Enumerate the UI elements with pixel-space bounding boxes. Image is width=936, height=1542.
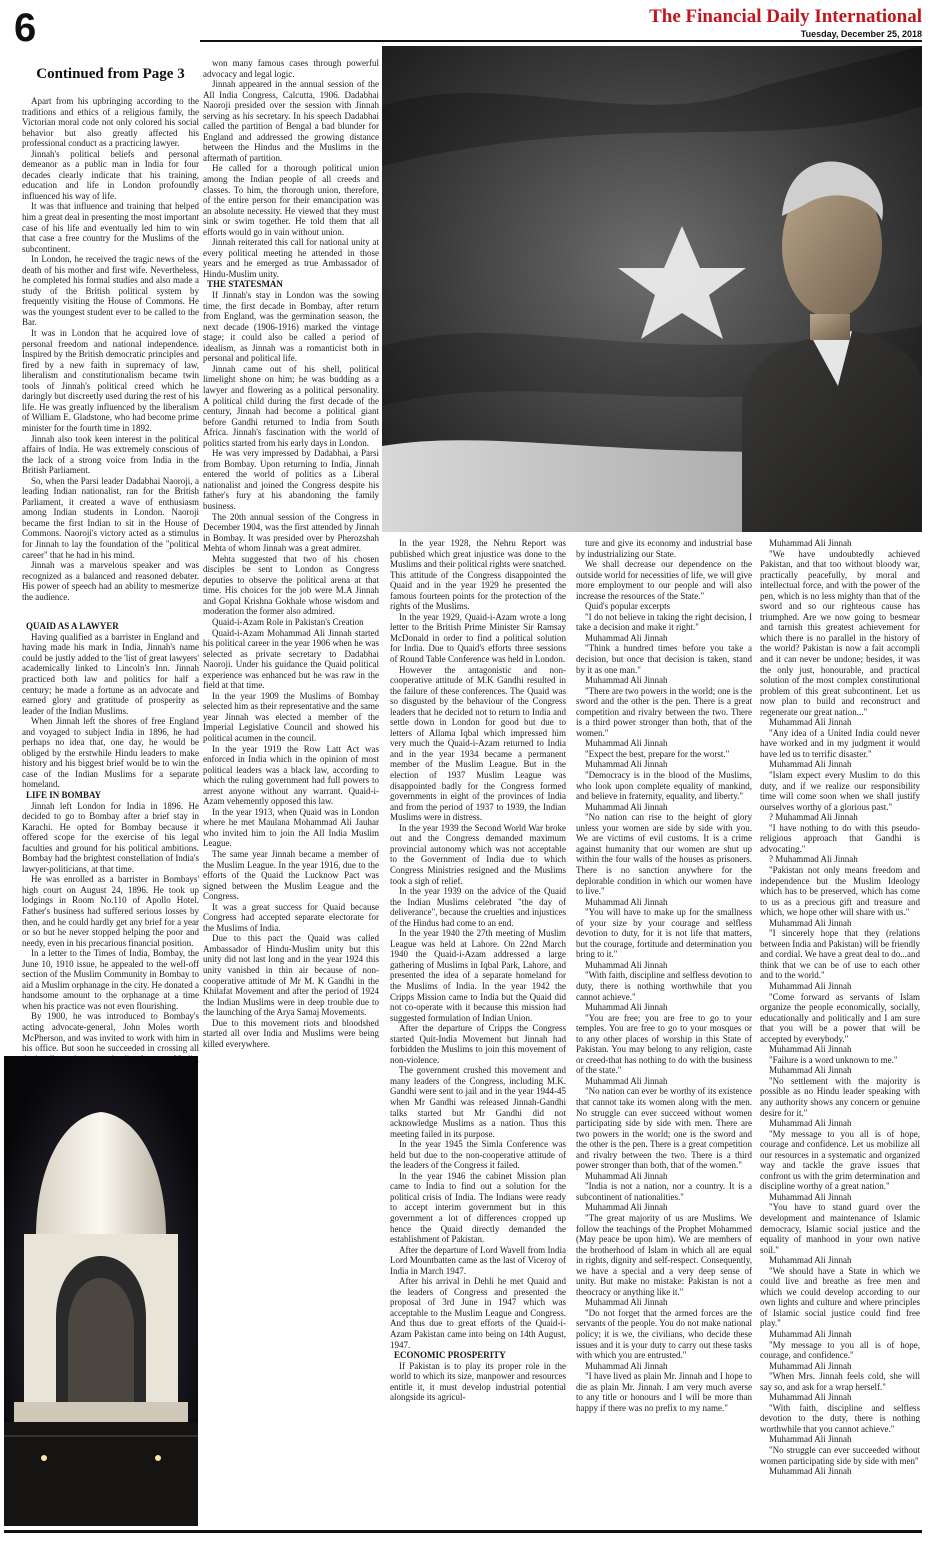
paragraph: Jinnah also took keen interest in the political affairs of India. He was extremely conscious of the lack of a strong voice from India in the British Parliament. <box>22 433 199 476</box>
paragraph: "No settlement with the majority is possible as no Hindu leader speaking with any authority shows any concern or genuine desire for it." <box>760 1075 920 1118</box>
paragraph: "My message to you all is of hope, courage, and confidence." <box>760 1339 920 1361</box>
article-column-1 <box>22 96 199 1054</box>
paragraph: After his arrival in Dehli he met Quaid and the leaders of Congress and presented the proposal of 3rd June in 1947 which was acceptable to the Muslim League and Congress. And thus due to great efforts of the Quaid-i-Azam Pakistan came into being on 14th August, 1947. <box>390 1276 566 1350</box>
paragraph: "I have lived as plain Mr. Jinnah and I hope to die as plain Mr. Jinnah. I am very much averse to any title or honours and I will be more than happy if there was no prefix to my name." <box>576 1371 752 1413</box>
paragraph: "There are two powers in the world; one is the sword and the other is the pen. There is a great competition and rivalry between the two. There is a third power stronger than both, that of the women." <box>576 685 752 738</box>
paragraph: In London, he received the tragic news of the death of his mother and first wife. Nevertheless, he completed his formal studies and also made a study of the British political system by frequently visiting the House of Commons. He was the youngest student ever to be called to the Bar. <box>22 254 199 328</box>
paragraph: "We have undoubtedly achieved Pakistan, and that too without bloody war, practically peacefully, by moral and intellectual force, and with the power of the pen, which is no less mighty than that of the sword and so our righteous cause has triumphed. Are we now going to besmear and tarnish this greatest achievement for which there is no parallel in the history of the world? Pakistan is now a fait accompli and it can never be undone; besides, it was the only just, honourable, and practical solution of the most complex constitutional problem of this great subcontinent. Let us now plan to build and reconstruct and regenerate our great nation..." <box>760 548 920 717</box>
header-rule <box>200 40 922 42</box>
paragraph: "My message to you all is of hope, courage and confidence. Let us mobilize all our resources in a systematic and organized way and tackle the grave issues that confront us with the grim determination and discipline worthy of a great nation." <box>760 1128 920 1192</box>
paragraph: In the year 1929, Quaid-i-Azam wrote a long letter to the British Prime Minister Sir Ramsay McDonald in order to find a political solution for India. Due to Quaid's efforts three sessions of Round Table Conference was held in London. <box>390 611 566 665</box>
paragraph: Muhammad Ali Jinnah <box>585 801 668 812</box>
paragraph: Muhammad Ali Jinnah <box>585 1202 668 1213</box>
paragraph: "Democracy is in the blood of the Muslims, who look upon complete equality of mankind, and believe in fraternity, equality, and liberty." <box>576 770 752 802</box>
paragraph: The government crushed this movement and many leaders of the Congress, including M.K. Gandhi were sent to jail and in the year 1944-45 when Mr Gandhi was released Jinnah-Gandhi talks started but Mr Gandhi did not acknowledge Muslims as a nation. Thus this meeting failed in its purpose. <box>390 1065 566 1139</box>
paragraph: Apart from his upbringing according to the traditions and ethics of a religious family, the Victorian moral code not only colored his social behavior but also greatly affected his professional conduct as a practicing lawyer. <box>22 96 199 149</box>
paragraph: "India is not a nation, nor a country. It is a subcontinent of nationalities." <box>576 1181 752 1202</box>
paragraph: Muhammad Ali Jinnah <box>769 1065 852 1076</box>
article-column-4 <box>576 538 752 1520</box>
column-5-quotes <box>760 538 920 1477</box>
paragraph: After the departure of Cripps the Congress started Quit-India Movement but Jinnah had forbidden the Muslims to join this movement of non-violence. <box>390 1023 566 1065</box>
paragraph: Jinnah came out of his shell, political limelight shone on him; he was budding as a lawyer and flowering as a political personality. A political child during the first decade of the century, Jinnah had become a political giant before Gandhi returned to India from South Africa. Jinnah's fascination with the world of politics started from his early days in London. <box>203 363 379 448</box>
paragraph: He was enrolled as a barrister in Bombays' high court on August 24, 1896. He took up lodgings in Room No.110 of Apollo Hotel. Father's business had suffered serious losses by then, and he could hardly get any brief for a year or so but he never stopped helping the poor and needy, even in his precarious financial position. <box>22 874 199 948</box>
subheading-life-in-bombay: LIFE IN BOMBAY <box>26 790 102 800</box>
paragraph: Muhammad Ali Jinnah <box>769 980 852 991</box>
subheading-economic-prosperity: ECONOMIC PROSPERITY <box>394 1350 506 1361</box>
newspaper-title: The Financial Daily International <box>649 6 922 27</box>
column-2-paragraphs <box>203 58 379 279</box>
continued-heading: Continued from Page 3 <box>36 66 185 82</box>
paragraph: Jinnah reiterated this call for national unity at every political meeting he attended in those years and he emerged as true Ambassador of Hindu-Muslim unity. <box>203 237 379 279</box>
paragraph: "You are free; you are free to go to your temples. You are free to go to your mosques or to any other places of worship in this State of Pakistan. You may belong to any religion, caste or creed-that has nothing to do with the business of the state." <box>576 1012 752 1076</box>
paragraph: Muhammad Ali Jinnah <box>585 632 668 643</box>
paragraph: "We should have a State in which we could live and breathe as free men and which we could develop according to our own lights and culture and where principles of Islamic social justice could find free play." <box>760 1265 920 1329</box>
paragraph: Muhammad Ali Jinnah <box>769 1392 852 1403</box>
paragraph: Quaid-i-Azam Mohammad Ali Jinnah started his political career in the year 1906 when he was selected as private secretary to Dadabhai Naoroji. Under his guidance the Quaid political experience was enhanced but he was raw in the field at that time. <box>203 627 379 691</box>
paragraph: Muhammad Ali Jinnah <box>585 1075 668 1086</box>
paragraph: Muhammad Ali Jinnah <box>769 1466 852 1477</box>
paragraph: In the year 1928, the Nehru Report was published which great injustice was done to the Muslims and their political rights were snatched. This attitude of the Congress disappointed the Quaid and in the year 1929 he presented the famous fourteen points for the protection of the rights of the Muslims. <box>390 538 566 612</box>
subheading-the-statesman: THE STATESMAN <box>207 279 283 290</box>
paragraph: If Pakistan is to play its proper role in the world to which its size, manpower and resources entitle it, it must develop industrial potential alongside its agricul- <box>390 1360 566 1403</box>
paragraph: Jinnah left London for India in 1896. He decided to go to Bombay after a brief stay in Karachi. He opted for Bombay because it offered scope for the exercise of his legal faculties and ground for his political ambitions. Bombay had the brightest constellation of India's lawyer-politicians, at that time. <box>22 800 199 874</box>
portrait-with-flag-photo <box>382 46 922 532</box>
paragraph: ? Muhammad Ali Jinnah <box>769 854 858 865</box>
paragraph: Muhammad Ali Jinnah <box>769 717 852 728</box>
flag-portrait-illustration <box>382 46 922 532</box>
paragraph: Muhammad Ali Jinnah <box>585 759 668 770</box>
paragraph: Muhammad Ali Jinnah <box>585 896 668 907</box>
paragraph: "When Mrs. Jinnah feels cold, she will say so, and ask for a wrap herself." <box>760 1371 920 1392</box>
paragraph: Quaid-i-Azam Role in Pakistan's Creation <box>212 616 364 627</box>
paragraph: "No struggle can ever succeeded without women participating side by side with men" <box>760 1445 920 1466</box>
paragraph: So, when the Parsi leader Dadabhai Naoroji, a leading Indian nationalist, ran for the British Parliament, it created a wave of enthusiasm among Indian students in London. Naoroji became the first Indian to sit in the House of Commons. Naoroji's victory acted as a stimulus for Jinnah to lay the foundation of the "political career" that he had in his mind. <box>22 475 199 560</box>
paragraph: In the year 1945 the Simla Conference was held but due to the non-cooperative attitude of the leaders of the Congress it failed. <box>390 1139 566 1171</box>
paragraph: "Pakistan not only means freedom and independence but the Muslim Ideology which has to be preserved, which has come to us as a precious gift and treasure and which, we hope other will share with us." <box>760 864 920 918</box>
paragraph: After the departure of Lord Wavell from India Lord Mountbatten came as the last of Viceroy of India in March 1947. <box>390 1244 566 1276</box>
article-column-2 <box>203 58 379 1520</box>
paragraph: Having qualified as a barrister in England and having made his mark in India, Jinnah's name could be justly added to the 'list of great lawyers' academically linked to Lincoln's Inn. Jinnah practiced both law and politics for half a century; he made a fortune as an advocate and earned glory and gratitude of prosperity as leader of the Indian Muslims. <box>22 631 199 716</box>
paragraph: "Think a hundred times before you take a decision, but once that decision is taken, stand by it as one man." <box>576 643 752 675</box>
paragraph: Muhammad Ali Jinnah <box>585 1360 668 1371</box>
paragraph: Muhammad Ali Jinnah <box>585 1297 668 1308</box>
paragraph: In the year 1940 the 27th meeting of Muslim League was held at Lahore. On 22nd March 1940 the Quaid-i-Azam addressed a large gathering of Muslims in Iqbal Park, Lahore, and presented the idea of a separate homeland for the Muslims of India. In the year 1942 the Cripps Mission came to India but the Quaid did not co-operate with it because this mission had suggested formulation of Indian Union. <box>390 928 566 1023</box>
column-1-paragraphs <box>22 96 199 602</box>
paragraph: Muhammad Ali Jinnah <box>585 959 668 970</box>
paragraph: However the antagonistic and non-cooperative attitude of M.K Gandhi resulted in the failure of these conferences. The Quaid was so disgusted by the behaviour of the Congress leaders that he decided not to return to India and settle down in London for good but due to letters of Allama Iqbal which impressed him very much the Quaid-i-Azam returned to India and in the year 1934 became a permanent member of the Muslim League. But in the election of 1937 Muslim League was disappointed badly for the Congress formed governments in eight of the provinces of India and from the period of 1937 to 1939, the Indian Muslims were in distress. <box>390 664 566 823</box>
paragraph: We shall decrease our dependence on the outside world for necessities of life, we will give more employment to our people and will also increase the resources of the State." <box>576 559 752 601</box>
article-column-3 <box>390 538 566 1520</box>
paragraph: He called for a thorough political union among the Indian people of all creeds and classes. To him, the thorough union, therefore, of the entire person for their emancipation was an absolute necessity. He viewed that they must sink or swim together. He told them that all efforts would go in vain without union. <box>203 163 379 237</box>
paragraph: "Islam expect every Muslim to do this duty, and if we realize our responsibility time will come soon when we shall justify ourselves worthy of a glorious past." <box>760 770 920 812</box>
paragraph: "No nation can rise to the height of glory unless your women are side by side with you. We are victims of evil customs. It is a crime against humanity that our women are shut up within the four walls of the houses as prisoners. There is no sanction anywhere for the deplorable condition in which our women have to live." <box>576 812 752 897</box>
paragraph: In a letter to the Times of India, Bombay, the June 10, 1910 issue, he appealed to the well-off section of the Muslim Community in Bombay to aid a Muslim orphanage in the city. He donated a handsome amount to the orphanage at a time when his practice was not even flourishing. <box>22 948 199 1011</box>
paragraph: Muhammad Ali Jinnah <box>769 1044 852 1055</box>
paragraph: "Failure is a word unknown to me." <box>769 1054 898 1065</box>
paragraph: In the year 1913, when Quaid was in London where he met Maulana Mohammad Ali Jauhar who invited him to join the All India Muslim League. <box>203 806 379 849</box>
footer-rule <box>4 1530 922 1533</box>
paragraph: "I have nothing to do with this pseudo-religious approach that Gandhi is advocating." <box>760 822 920 854</box>
paragraph: "With faith, discipline and selfless devotion to duty, there is nothing worthwhile that you cannot achieve." <box>576 970 752 1002</box>
paragraph: In the year 1939 the Second World War broke out and the Congress demanded maximum provincial autonomy which was not acceptable to the Government of India due to which Congress Ministries resigned and the Muslims took a sigh of relief. <box>390 822 566 886</box>
paragraph: Muhammad Ali Jinnah <box>769 538 852 548</box>
paragraph: "I sincerely hope that they (relations between India and Pakistan) will be friendly and cordial. We have a great deal to do...and think that we can be of use to each other and to the world." <box>760 928 920 981</box>
subheading-quaid-as-lawyer: QUAID AS A LAWYER <box>26 621 119 632</box>
paragraph: Muhammad Ali Jinnah <box>585 738 668 749</box>
paragraph: Muhammad Ali Jinnah <box>769 1434 852 1445</box>
paragraph: In the year 1939 on the advice of the Quaid the Indian Muslims celebrated "the day of deliverance", because the cruelties and injustices of the Hindus had come to an end. <box>390 886 566 928</box>
paragraph: Muhammad Ali Jinnah <box>769 759 852 770</box>
paragraph: Muhammad Ali Jinnah <box>769 917 852 928</box>
paragraph: When Jinnah left the shores of free England and voyaged to subject India in 1896, he had perhaps no idea that, one day, he would be obliged by the erstwhile Hindu leaders to make history and his biggest brief would be to win the case of the Indian Muslims for a separate homeland. <box>22 716 199 790</box>
paragraph: "Expect the best, prepare for the worst." <box>585 748 730 759</box>
paragraph: "Any idea of a United India could never have worked and in my judgment it would have led us to terrific disaster." <box>760 727 920 759</box>
paragraph: ture and give its economy and industrial base by industrializing our State. <box>576 538 752 559</box>
paragraph: "Do not forget that the armed forces are the servants of the people. You do not make national policy; it is we, the civilians, who decide these issues and it is your duty to carry out these tasks with which you are entrusted." <box>576 1307 752 1361</box>
paragraph: ? Muhammad Ali Jinnah <box>769 812 858 823</box>
paragraph: Jinnah was a marvelous speaker and was recognized as a balanced and reasoned debater. His power of speech had an ability to mesmerize the audience. <box>22 560 199 602</box>
paragraph: Muhammad Ali Jinnah <box>769 1329 852 1340</box>
mausoleum-night-photo <box>4 1056 198 1526</box>
column-1-bombay-paragraphs <box>22 801 199 1075</box>
paragraph: won many famous cases through powerful advocacy and legal logic. <box>203 58 379 79</box>
paragraph: He was very impressed by Dadabhai, a Parsi from Bombay. Upon returning to India, Jinnah entered the world of politics as a Liberal nationalist and joined the Congress despite his father's fury at his abandoning the family business. <box>203 448 379 511</box>
paragraph: It was a great success for Quaid because Congress had accepted separate electorate for the Muslims of India. <box>203 901 379 933</box>
paragraph: "With faith, discipline and selfless devotion to the duty, there is nothing worthwhile that you cannot achieve." <box>760 1402 920 1434</box>
paragraph: Mehta suggested that two of his chosen disciples be sent to London as Congress deputies to observe the political arena at that time. His choices for the job were M.A Jinnah and Gopal Krishna Gokhale whose wisdom and moderation the former also admired. <box>203 553 379 617</box>
paragraph: "The great majority of us are Muslims. We follow the teachings of the Prophet Mohammed (May peace be upon him). We are members of the brotherhood of Islam in which all are equal in rights, dignity and self-respect. Consequently, we have a special and a very deep sense of unity. But make no mistake: Pakistan is not a theocracy or anything like it." <box>576 1213 752 1297</box>
paragraph: Due to this movement riots and bloodshed started all over India and Muslims were being killed everywhere. <box>203 1017 379 1049</box>
issue-date: Tuesday, December 25, 2018 <box>800 29 922 39</box>
paragraph: Jinnah appeared in the annual session of the All India Congress, Calcutta, 1906. Dadabhai Naoroji presided over the session with Jinnah serving as his secretary. In his speech Dadabhai called the partition of Bengal a bad blunder for England and addressed the growing distance between the Hindus and the Muslims in the aftermath of partition. <box>203 79 379 163</box>
paragraph: The same year Jinnah became a member of the Muslim League. In the year 1916, due to the efforts of the Quaid the Lucknow Pact was signed between the Muslim League and the Congress. <box>203 849 379 902</box>
paragraph: "You will have to make up for the smallness of your size by your courage and selfless devotion to duty, for it is not life that matters, but the courage, fortitude and determination you bring to it." <box>576 907 752 960</box>
column-1-lawyer-paragraphs <box>22 632 199 790</box>
page-number: 6 <box>14 6 37 50</box>
column-3-economic-paragraphs <box>390 1361 566 1403</box>
paragraph: "I do not believe in taking the right decision, I take a decision and make it right." <box>576 611 752 633</box>
paragraph: Due to this pact the Quaid was called Ambassador of Hindu-Muslim unity but this unity did not last long and in the year 1924 this unity vanished in thin air because of non-cooperative attitude of Mr M. K Gandhi in the Khilafat Movement and after the period of 1924 the Indian Muslims were in deep trouble due to the launching of the Arya Samaj Movements. <box>203 933 379 1018</box>
paragraph: "No nation can ever be worthy of its existence that cannot take its women along with the men. No struggle can ever succeed without women participating side by side with men. There are two powers in the world; one is the sword and the other is the pen. There is a great competition and rivalry between the two. There is a third power stronger than both, that of the women." <box>576 1086 752 1171</box>
paragraph: Quid's popular excerpts <box>585 601 671 612</box>
paragraph: It was that influence and training that helped him a great deal in presenting the most important case of his life and eventually led him to win that case a free country for the Muslims of the subcontinent. <box>22 201 199 254</box>
paragraph: Muhammad Ali Jinnah <box>585 1170 668 1181</box>
paragraph: Muhammad Ali Jinnah <box>769 1191 852 1202</box>
paragraph: In the year 1919 the Row Latt Act was enforced in India which in the opinion of most political leaders was a black law, according to which the ruling government had full powers to arrest anyone without any warrant. Quaid-i-Azam vehemently opposed this law. <box>203 743 379 807</box>
column-3-paragraphs <box>390 538 566 1350</box>
article-column-5 <box>760 538 920 1520</box>
paragraph: Muhammad Ali Jinnah <box>769 1118 852 1129</box>
paragraph: Muhammad Ali Jinnah <box>585 1002 668 1013</box>
paragraph: In the year 1946 the cabinet Mission plan came to India to find out a solution for the political crisis of India. The Indians were ready to accept interim government but in this government a lot of differences cropped up hence the Quaid directly demanded the establishment of Pakistan. <box>390 1170 566 1245</box>
paragraph: Muhammad Ali Jinnah <box>769 1255 852 1266</box>
paragraph: Muhammad Ali Jinnah <box>769 1360 852 1371</box>
masthead <box>649 6 922 40</box>
column-4-quotes <box>576 538 752 1413</box>
mausoleum-illustration <box>4 1056 198 1526</box>
paragraph: The 20th annual session of the Congress in December 1904, was the first attended by Jinnah in Bombay. It was presided over by Pherozshah Mehta of whom Jinnah was a great admirer. <box>203 511 379 554</box>
paragraph: "You have to stand guard over the development and maintenance of Islamic democracy, Islamic social justice and the equality of manhood in your own native soil." <box>760 1202 920 1255</box>
paragraph: If Jinnah's stay in London was the sowing time, the first decade in Bombay, after return from England, was the germination season, the next decade (1906-1916) marked the vintage stage; it could also be called a period of idealism, as Jinnah was a romanticist both in personal and political life. <box>203 290 379 364</box>
paragraph: It was in London that he acquired love of personal freedom and national independence. Inspired by the British democratic principles and fired by a new faith in supremacy of law, liberalism and constitutionalism became twin tools of Jinnah's political creed which he daringly but discreetly used during the rest of his life. He was greatly influenced by the liberalism of William E. Gladstone, who had become prime minister for the fourth time in 1892. <box>22 328 199 433</box>
paragraph: By 1900, he was introduced to Bombay's acting advocate-general, John Moles worth McPherson, and was invited to work with him in his office. But soon he succeeded in crossing all <box>22 1011 199 1054</box>
paragraph: Jinnah's political beliefs and personal demeanor as a public man in India for four decades clearly indicate that his training, education and life in London profoundly influenced his way of life. <box>22 148 199 201</box>
paragraph: In the year 1909 the Muslims of Bombay selected him as their representative and the same year Jinnah was elected a member of the Imperial Legislative Council and showed his political acumen in the council. <box>203 690 379 743</box>
paragraph: "Come forward as servants of Islam organize the people economically, socially, educationally and politically and I am sure that you will be a power that will be accepted by everybody." <box>760 991 920 1044</box>
paragraph: Muhammad Ali Jinnah <box>585 675 668 686</box>
column-2-statesman-paragraphs <box>203 290 379 1049</box>
